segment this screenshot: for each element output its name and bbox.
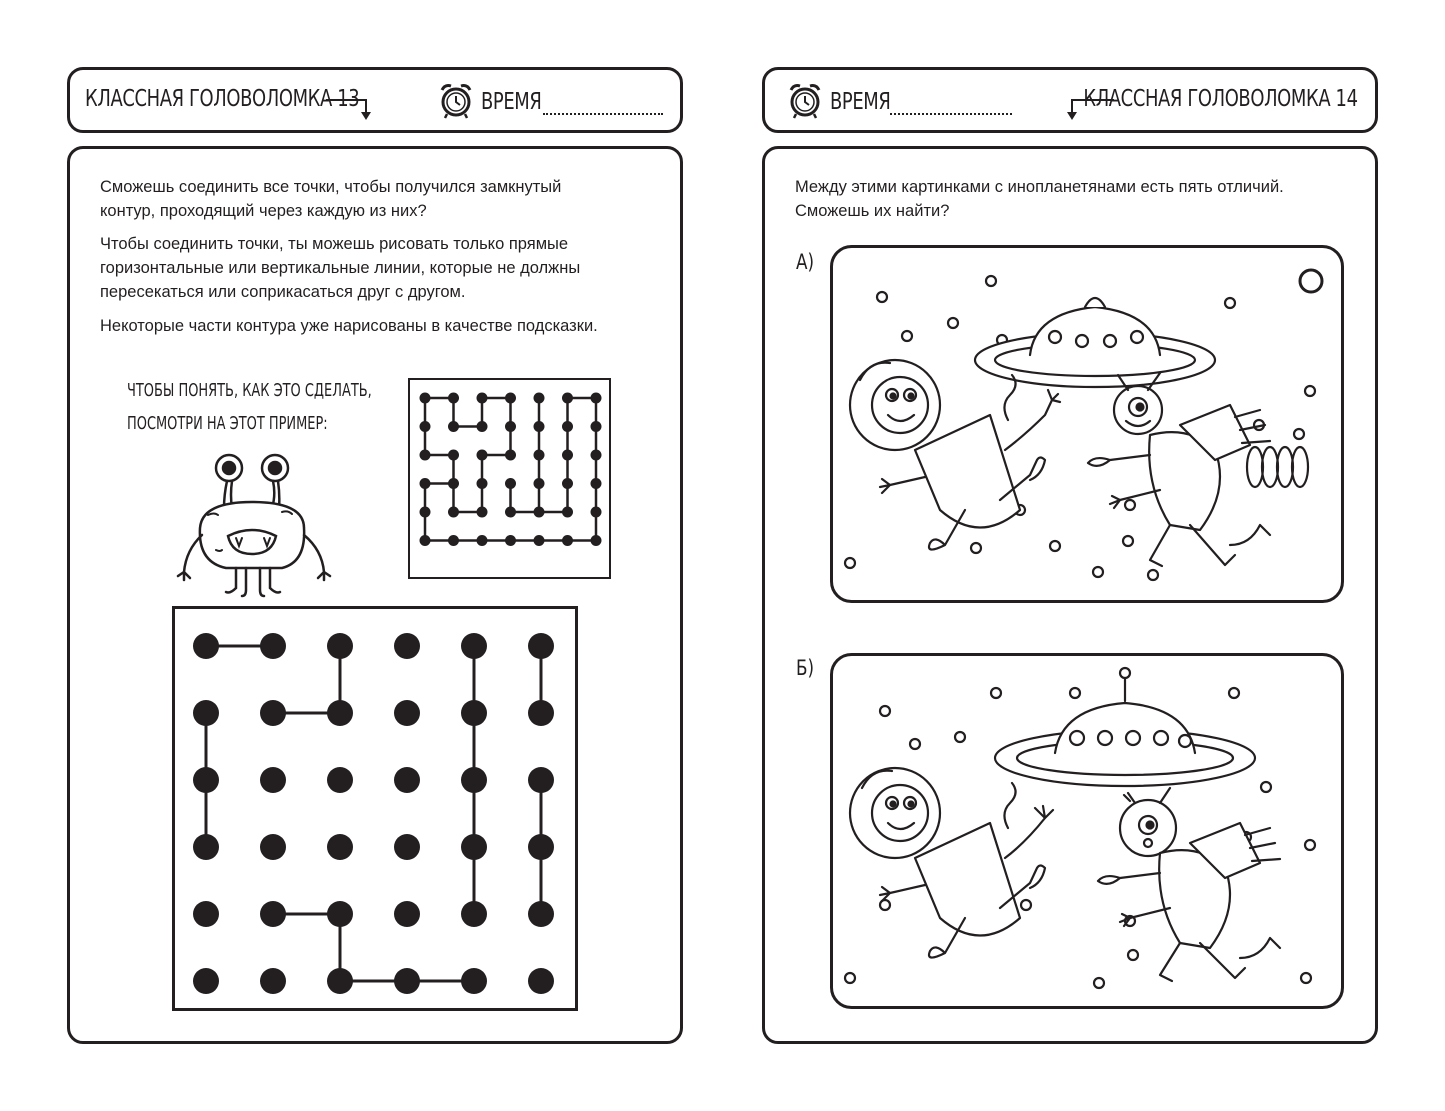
example-dot[interactable] — [562, 393, 573, 404]
grid-dot[interactable] — [461, 633, 487, 659]
left-time-label: ВРЕМЯ — [481, 89, 542, 115]
grid-dot[interactable] — [193, 901, 219, 927]
grid-dot[interactable] — [327, 633, 353, 659]
example-dot[interactable] — [534, 535, 545, 546]
example-dot[interactable] — [420, 393, 431, 404]
example-dot[interactable] — [477, 393, 488, 404]
grid-dot[interactable] — [260, 700, 286, 726]
example-note-line2: ПОСМОТРИ НА ЭТОТ ПРИМЕР: — [127, 413, 328, 434]
left-rules-text: Чтобы соединить точки, ты можешь рисовать только прямые горизонтальные или вертикальные линии, которые не должны пересекаться или соприкасаться друг с другом. — [100, 235, 581, 301]
monster-illustration — [172, 450, 337, 600]
example-dot[interactable] — [420, 535, 431, 546]
alarm-clock-icon — [785, 80, 825, 120]
example-dot[interactable] — [448, 450, 459, 461]
grid-dot[interactable] — [327, 834, 353, 860]
example-dot[interactable] — [505, 421, 516, 432]
grid-dot[interactable] — [528, 700, 554, 726]
example-dot[interactable] — [591, 535, 602, 546]
grid-dot[interactable] — [394, 767, 420, 793]
grid-dot[interactable] — [394, 901, 420, 927]
example-dot[interactable] — [448, 421, 459, 432]
grid-dot[interactable] — [528, 767, 554, 793]
grid-dot[interactable] — [528, 901, 554, 927]
grid-dot[interactable] — [394, 968, 420, 994]
left-header-title: КЛАССНАЯ ГОЛОВОЛОМКА 13 — [85, 86, 360, 112]
left-hint-text: Некоторые части контура уже нарисованы в качестве подсказки. — [100, 317, 598, 335]
example-dot[interactable] — [591, 421, 602, 432]
right-time-field[interactable] — [890, 113, 1012, 115]
example-dot[interactable] — [534, 393, 545, 404]
grid-dot[interactable] — [193, 968, 219, 994]
example-dot[interactable] — [505, 450, 516, 461]
alien-picture-a[interactable] — [830, 245, 1344, 603]
grid-dot[interactable] — [327, 700, 353, 726]
grid-dot[interactable] — [193, 767, 219, 793]
example-dot[interactable] — [420, 450, 431, 461]
grid-dot[interactable] — [528, 834, 554, 860]
grid-dot[interactable] — [193, 700, 219, 726]
example-dot[interactable] — [477, 421, 488, 432]
grid-dot[interactable] — [327, 767, 353, 793]
example-dot[interactable] — [505, 535, 516, 546]
example-dot[interactable] — [534, 450, 545, 461]
grid-dot[interactable] — [461, 700, 487, 726]
grid-dot[interactable] — [260, 834, 286, 860]
example-dot[interactable] — [534, 421, 545, 432]
grid-dot[interactable] — [461, 767, 487, 793]
grid-dot[interactable] — [394, 834, 420, 860]
example-dot[interactable] — [562, 535, 573, 546]
example-dot[interactable] — [448, 507, 459, 518]
grid-dot[interactable] — [193, 834, 219, 860]
grid-dot[interactable] — [260, 968, 286, 994]
example-dot[interactable] — [505, 478, 516, 489]
example-dot[interactable] — [477, 450, 488, 461]
arrow-down-icon — [326, 92, 376, 124]
example-dot[interactable] — [562, 450, 573, 461]
example-dot[interactable] — [505, 393, 516, 404]
example-dot[interactable] — [448, 393, 459, 404]
grid-dot[interactable] — [394, 633, 420, 659]
alien-picture-b[interactable] — [830, 653, 1344, 1009]
example-dot[interactable] — [505, 507, 516, 518]
grid-dot[interactable] — [461, 834, 487, 860]
example-dot[interactable] — [591, 393, 602, 404]
example-dot[interactable] — [562, 507, 573, 518]
example-dot[interactable] — [448, 535, 459, 546]
example-dot[interactable] — [477, 507, 488, 518]
grid-dot[interactable] — [327, 901, 353, 927]
example-dot[interactable] — [562, 421, 573, 432]
picture-b-label: Б) — [796, 656, 815, 680]
example-dot[interactable] — [477, 478, 488, 489]
right-time-label: ВРЕМЯ — [830, 89, 891, 115]
grid-dot[interactable] — [193, 633, 219, 659]
example-dot[interactable] — [534, 507, 545, 518]
example-dot[interactable] — [591, 507, 602, 518]
left-time-field[interactable] — [543, 113, 663, 115]
example-dot[interactable] — [591, 450, 602, 461]
example-dot[interactable] — [477, 535, 488, 546]
example-dot[interactable] — [420, 507, 431, 518]
example-dot[interactable] — [420, 421, 431, 432]
grid-dot[interactable] — [260, 633, 286, 659]
example-dot[interactable] — [448, 478, 459, 489]
grid-dot[interactable] — [260, 767, 286, 793]
dot-puzzle-grid[interactable] — [172, 606, 578, 1011]
example-dot[interactable] — [562, 478, 573, 489]
grid-dot[interactable] — [528, 968, 554, 994]
grid-dot[interactable] — [394, 700, 420, 726]
alarm-clock-icon — [436, 80, 476, 120]
example-dot[interactable] — [534, 478, 545, 489]
example-solution-grid — [408, 378, 611, 579]
example-dot[interactable] — [420, 478, 431, 489]
grid-dot[interactable] — [528, 633, 554, 659]
grid-dot[interactable] — [260, 901, 286, 927]
picture-a-label: А) — [796, 250, 815, 274]
example-dot[interactable] — [591, 478, 602, 489]
right-header-title: КЛАССНАЯ ГОЛОВОЛОМКА 14 — [1083, 86, 1358, 112]
right-intro-text: Между этими картинками с инопланетянами есть пять отличий. Сможешь их найти? — [795, 178, 1284, 220]
grid-dot[interactable] — [461, 968, 487, 994]
grid-dot[interactable] — [461, 901, 487, 927]
example-note-line1: ЧТОБЫ ПОНЯТЬ, КАК ЭТО СДЕЛАТЬ, — [127, 380, 372, 401]
left-intro-text: Сможешь соединить все точки, чтобы получился замкнутый контур, проходящий через каждую из них? — [100, 178, 562, 220]
grid-dot[interactable] — [327, 968, 353, 994]
